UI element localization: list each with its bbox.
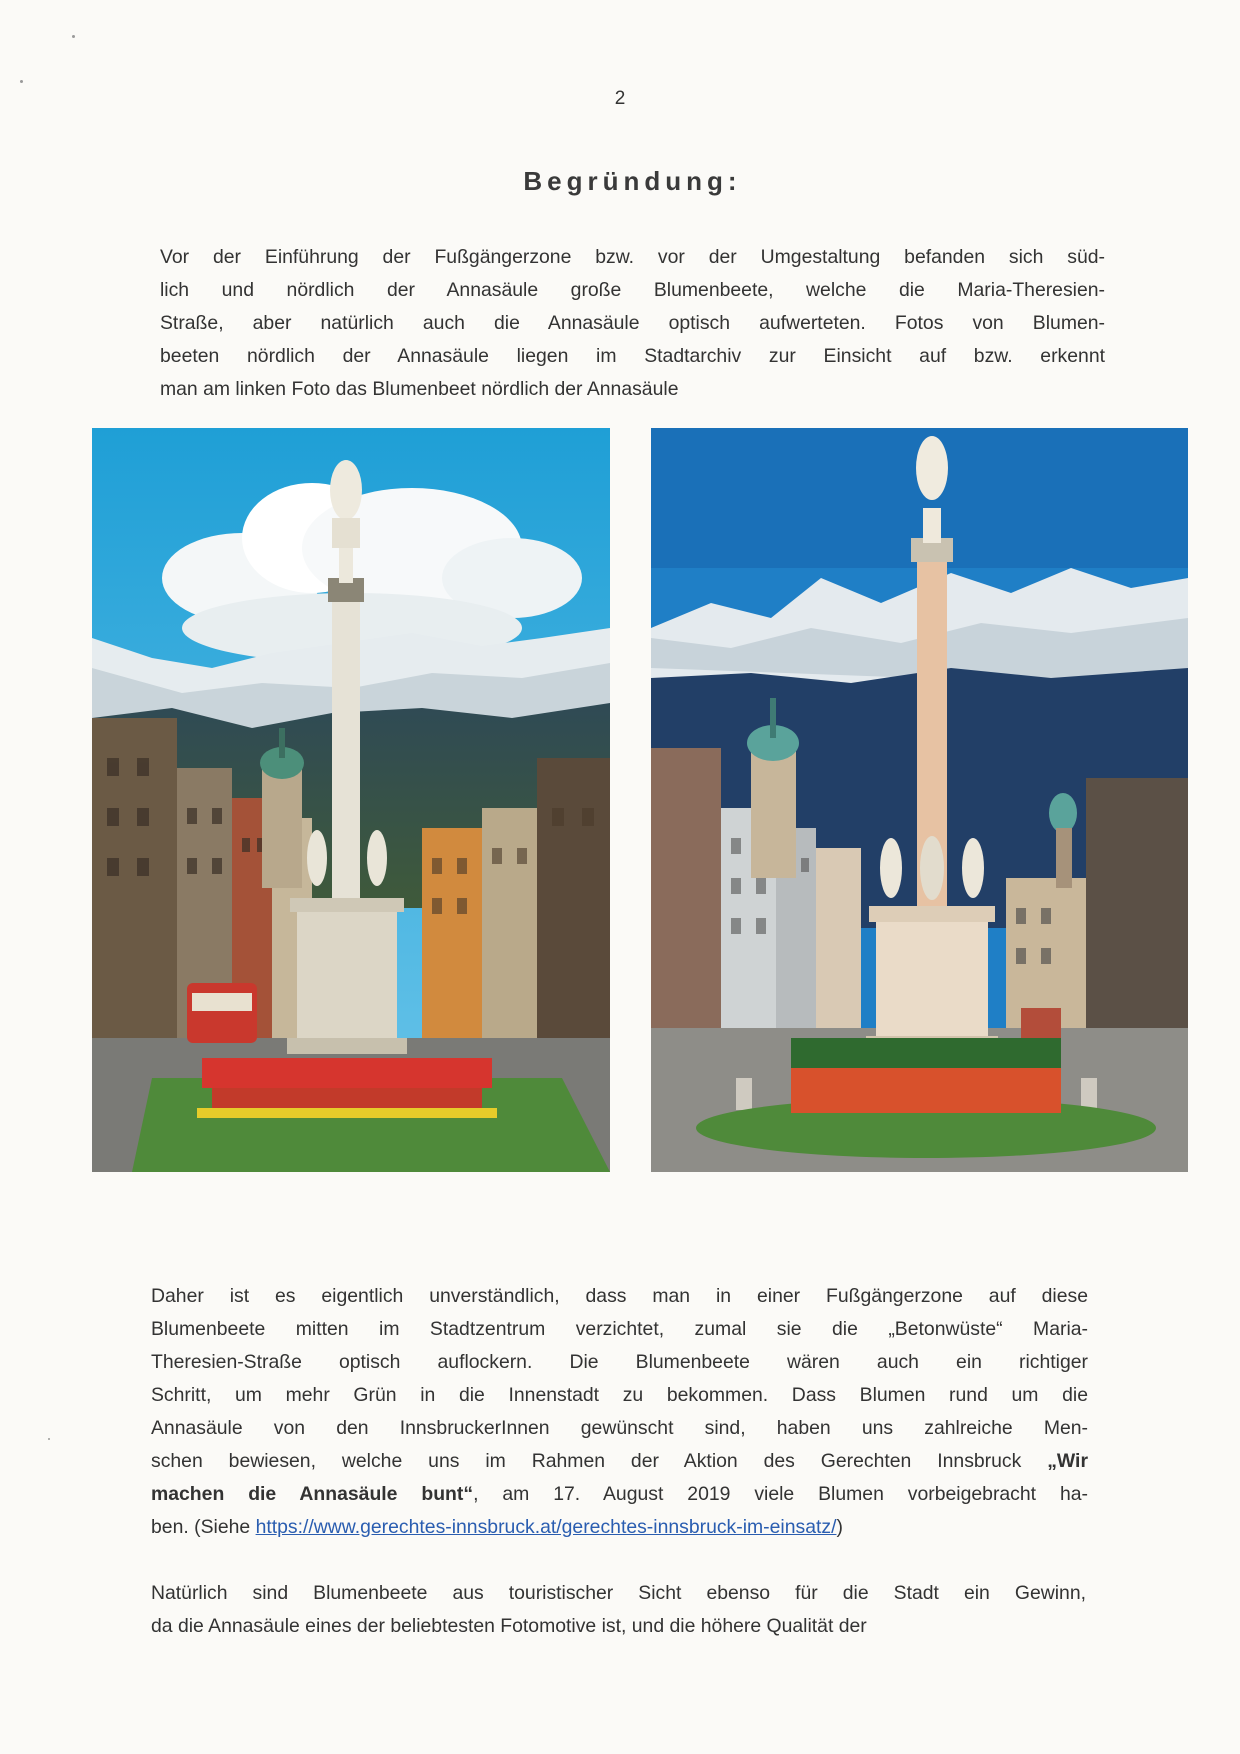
page-number: 2	[614, 88, 626, 109]
text-segment: , am 17. August 2019 viele Blumen vorbeigebracht ha-	[473, 1483, 1088, 1505]
scan-speck	[72, 35, 75, 38]
text-line: da die Annasäule eines der beliebtesten Fotomotive ist, und die höhere Qualität der	[151, 1615, 867, 1637]
text-line	[151, 1511, 1088, 1544]
paragraph-intro	[160, 241, 1105, 406]
text-line: beeten nördlich der Annasäule liegen im Stadtarchiv zur Einsicht auf bzw. erkennt	[160, 345, 1105, 367]
paragraph-argument	[151, 1280, 1088, 1544]
scan-speck	[48, 1438, 50, 1440]
text-line: Schritt, um mehr Grün in die Innenstadt zu bekommen. Dass Blumen rund um die	[151, 1384, 1088, 1406]
photo-annasaeule-recent	[651, 428, 1188, 1172]
text-line: Daher ist es eigentlich unverständlich, dass man in einer Fußgängerzone auf diese	[151, 1285, 1088, 1307]
paragraph-tourism	[151, 1577, 1086, 1643]
photo-annasaeule-recent-image	[651, 428, 1188, 1172]
text-line: Blumenbeete mitten im Stadtzentrum verzichtet, zumal sie die „Betonwüste“ Maria-	[151, 1318, 1088, 1340]
text-segment: ben. (Siehe	[151, 1516, 256, 1538]
text-line: man am linken Foto das Blumenbeet nördlich der Annasäule	[160, 378, 679, 400]
text-line: Natürlich sind Blumenbeete aus touristischer Sicht ebenso für die Stadt ein Gewinn,	[151, 1582, 1086, 1604]
text-line: lich und nördlich der Annasäule große Blumenbeete, welche die Maria-Theresien-	[160, 279, 1105, 301]
text-segment: )	[836, 1516, 843, 1538]
text-line	[151, 1445, 1088, 1478]
text-segment: schen bewiesen, welche uns im Rahmen der Aktion des Gerechten Innsbruck	[151, 1450, 1022, 1472]
scan-speck	[20, 80, 23, 83]
campaign-name-start: „Wir	[1047, 1450, 1088, 1472]
photo-annasaeule-historic	[92, 428, 610, 1172]
text-line: Annasäule von den InnsbruckerInnen gewünscht sind, haben uns zahlreiche Men-	[151, 1417, 1088, 1439]
campaign-name-end: machen die Annasäule bunt“	[151, 1483, 474, 1505]
text-line: Theresien-Straße optisch auflockern. Die Blumenbeete wären auch ein richtiger	[151, 1351, 1088, 1373]
reference-link[interactable]: https://www.gerechtes-innsbruck.at/gerechtes-innsbruck-im-einsatz/	[255, 1516, 837, 1538]
photo-annasaeule-historic-image	[92, 428, 610, 1172]
text-line: Vor der Einführung der Fußgängerzone bzw. vor der Umgestaltung befanden sich süd-	[160, 246, 1105, 268]
text-line	[151, 1478, 1088, 1511]
text-line: Straße, aber natürlich auch die Annasäule optisch aufwerteten. Fotos von Blumen-	[160, 312, 1105, 334]
page-title: Begründung:	[523, 166, 742, 196]
